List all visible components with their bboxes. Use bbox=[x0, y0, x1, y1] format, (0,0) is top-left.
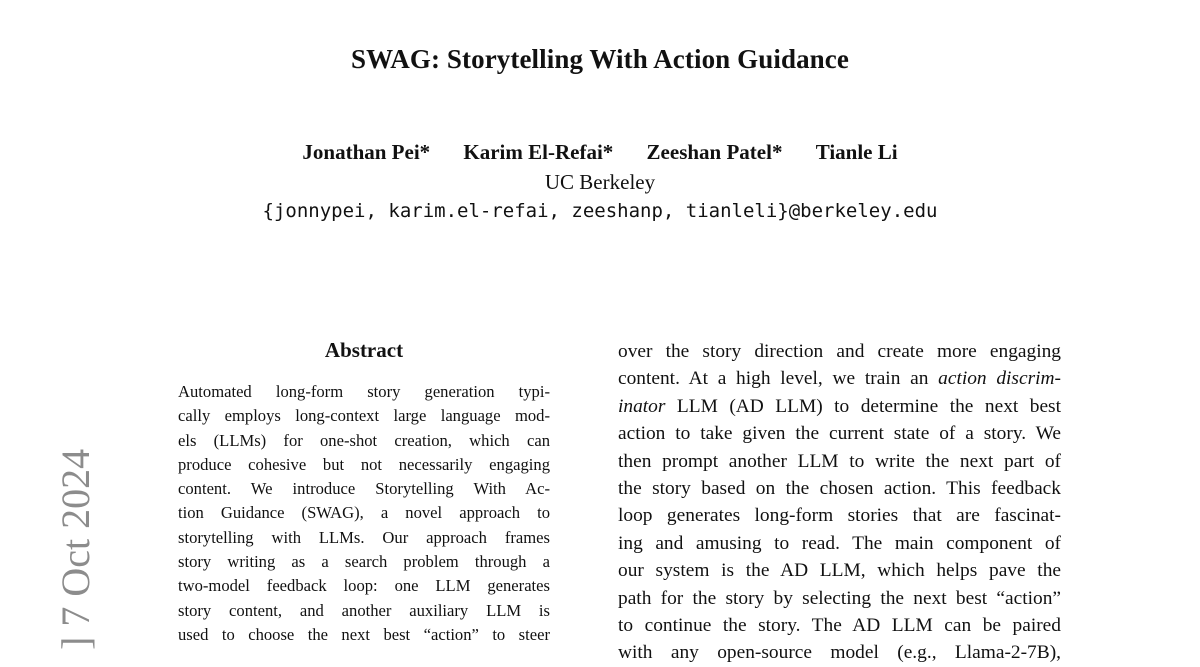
body-line: our system is the AD LLM, which helps pave the bbox=[618, 560, 1061, 582]
author-name: Zeeshan Patel* bbox=[646, 140, 783, 164]
body-line: then prompt another LLM to write the next part of bbox=[618, 450, 1061, 472]
abstract-line: els (LLMs) for one-shot creation, which can bbox=[178, 430, 550, 450]
abstract-line: produce cohesive but not necessarily engaging bbox=[178, 454, 550, 474]
abstract-line: content. We introduce Storytelling With Ac- bbox=[178, 479, 550, 499]
body-text: content. At a high level, we train an bbox=[618, 368, 939, 390]
abstract-line: cally employs long-context large language mod- bbox=[178, 406, 550, 426]
body-line: the story based on the chosen action. This feedback bbox=[618, 478, 1061, 500]
paper-title: SWAG: Storytelling With Action Guidance bbox=[351, 44, 849, 74]
author-name: Karim El-Refai* bbox=[463, 140, 614, 164]
body-line bbox=[618, 365, 1061, 392]
body-line: ing and amusing to read. The main component of bbox=[618, 532, 1061, 554]
body-text: LLM (AD LLM) to determine the next best bbox=[665, 395, 1061, 417]
affiliation: UC Berkeley bbox=[544, 170, 656, 194]
body-line: to continue the story. The AD LLM can be paired bbox=[618, 615, 1061, 637]
arxiv-stamp-text: ] 7 Oct 2024 bbox=[53, 448, 98, 650]
body-line: over the story direction and create more engaging bbox=[618, 341, 1061, 362]
body-line: action to take given the current state of a story. We bbox=[618, 423, 1061, 445]
author-list bbox=[0, 140, 1200, 165]
abstract-line: used to choose the next best “action” to steer bbox=[178, 624, 550, 644]
abstract-line: Automated long-form story generation typi- bbox=[178, 382, 550, 401]
abstract-heading: Abstract bbox=[324, 338, 404, 362]
body-line: with any open-source model (e.g., Llama-2-7B), bbox=[618, 642, 1061, 664]
abstract-line: story writing as a search problem through a bbox=[178, 552, 550, 572]
abstract-line: story content, and another auxiliary LLM is bbox=[178, 600, 550, 620]
abstract-line: tion Guidance (SWAG), a novel approach to bbox=[178, 503, 550, 523]
body-column-right bbox=[618, 338, 1061, 667]
italic-term: inator bbox=[618, 395, 666, 417]
abstract-body bbox=[178, 380, 550, 647]
body-line: loop generates long-form stories that are fascinat- bbox=[618, 505, 1061, 527]
abstract-line: two-model feedback loop: one LLM generates bbox=[178, 576, 550, 596]
body-line bbox=[618, 393, 1061, 420]
arxiv-side-stamp bbox=[12, 360, 98, 660]
author-name: Jonathan Pei* bbox=[302, 140, 431, 164]
body-line: path for the story by selecting the next best “action” bbox=[618, 587, 1061, 609]
author-emails: {jonnypei, karim.el-refai, zeeshanp, tianleli}@berkeley.edu bbox=[262, 200, 938, 222]
italic-term: action discrim- bbox=[938, 368, 1061, 390]
author-name: Tianle Li bbox=[815, 140, 898, 164]
abstract-line: storytelling with LLMs. Our approach frames bbox=[178, 527, 550, 547]
